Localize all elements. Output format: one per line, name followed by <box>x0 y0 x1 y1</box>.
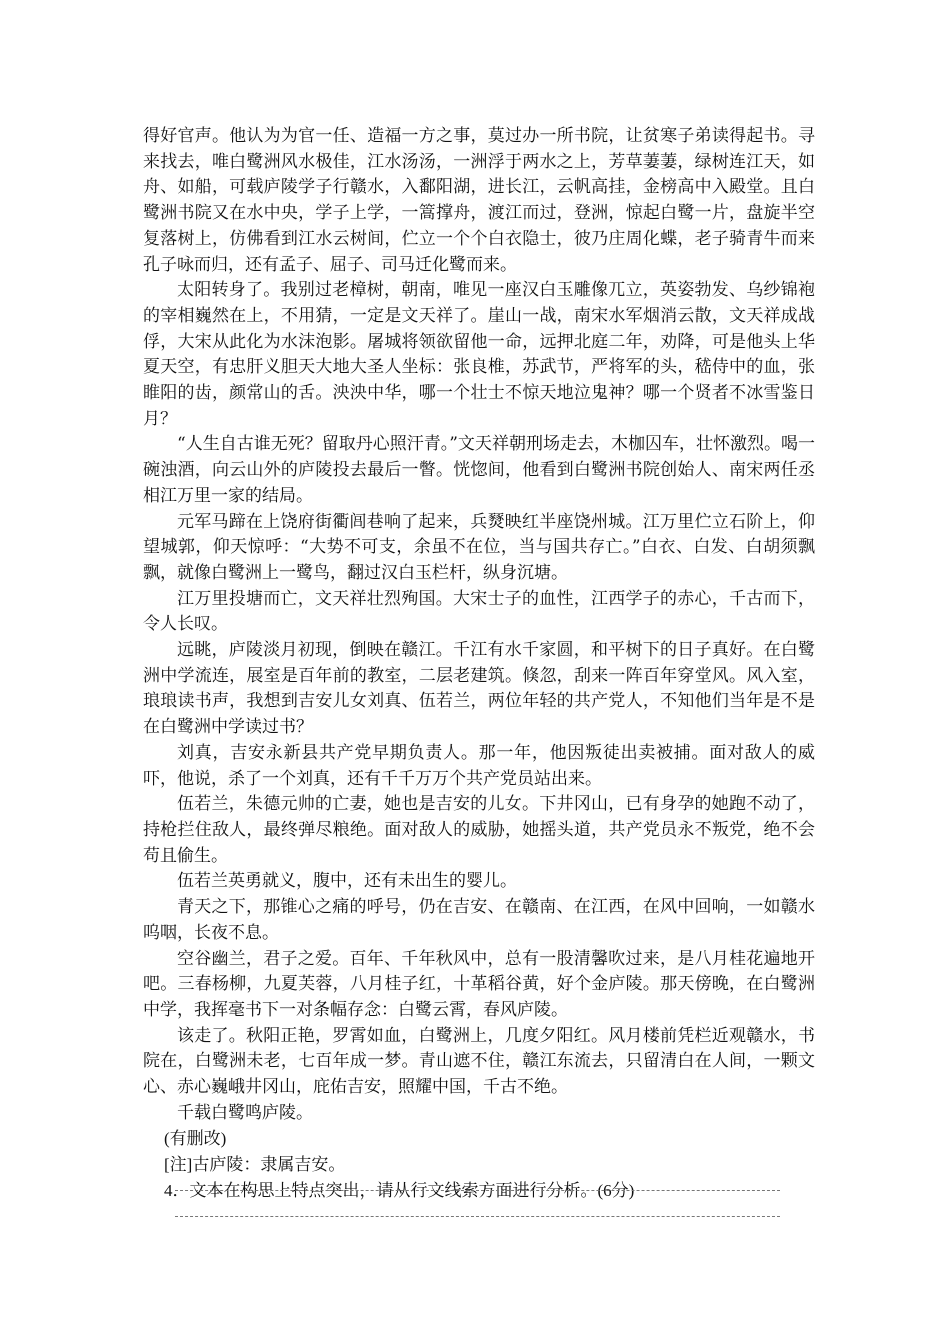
source-note: (有删改) <box>164 1129 227 1149</box>
paragraph-12: 该走了。秋阳正艳，罗霄如血，白鹭洲上，几度夕阳红。风月楼前凭栏近观赣水，书院在，白鹭洲未老，七百年成一梦。青山遮不住，赣江东流去，只留清白在人间，一颗文心、赤心巍峨井冈山，庇佑吉安，照耀中国，千古不绝。 <box>143 1025 815 1098</box>
paragraph-13: 千载白鹭鸣庐陵。 <box>177 1102 313 1123</box>
paragraph-10: 青天之下，那锥心之痛的呼号，仍在吉安、在赣南、在江西，在风中回响，一如赣水呜咽，长夜不息。 <box>143 897 815 943</box>
paragraph-9: 伍若兰英勇就义，腹中，还有未出生的婴儿。 <box>177 871 517 892</box>
footnote-text: 古庐陵：隶属吉安。 <box>192 1155 346 1175</box>
paragraph-1: 得好官声。他认为为官一任、造福一方之事，莫过办一所书院，让贫寒子弟读得起书。寻来找去，唯白鹭洲风水极佳，江水汤汤，一洲浮于两水之上，芳草萋萋，绿树连江天，如舟、如船，可载庐陵学子行赣水，入鄱阳湖，进长江，云帆高挂，金榜高中入殿堂。且白鹭洲书院又在水中央，学子上学，一篙撑舟，渡江而过，登洲，惊起白鹭一片，盘旋半空复落树上，仿佛看到江水云树间，伫立一个个白衣隐士，彼乃庄周化蝶，老子骑青牛而来孔子咏而归，还有孟子、屈子、司马迁化鹭而来。 <box>143 126 815 275</box>
paragraph-11: 空谷幽兰，君子之爱。百年、千年秋风中，总有一股清馨吹过来，是八月桂花遍地开吧。三春杨柳，九夏芙蓉，八月桂子红，十革稻谷黄，好个金庐陵。那天傍晚，在白鹭洲中学，我挥毫书下一对条幅存念：白鹭云霄，春风庐陵。 <box>143 948 815 1020</box>
paragraph-3: “人生自古谁无死？留取丹心照汗青。”文天祥朝刑场走去，木枷囚车，壮怀激烈。喝一碗浊酒，向云山外的庐陵投去最后一瞥。恍惚间，他看到白鹭洲书院创始人、南宋两任丞相江万里一家的结局。 <box>143 434 815 506</box>
paragraph-5: 江万里投塘而亡，文天祥壮烈殉国。大宋士子的血性，江西学子的赤心，千古而下，令人长叹。 <box>143 588 815 635</box>
paragraph-8: 伍若兰，朱德元帅的亡妻，她也是吉安的儿女。下井冈山，已有身孕的她跑不动了，持枪拦住敌人，最终弹尽粮绝。面对敌人的威胁，她摇头道，共产党员永不叛党，绝不会苟且偷生。 <box>143 794 815 866</box>
footnote-mark: [注] <box>164 1155 193 1175</box>
paragraph-4: 元军马蹄在上饶府街衢闾巷响了起来，兵燹映红半座饶州城。江万里伫立石阶上，仰望城郭，仰天惊呼：“大势不可支，余虽不在位，当与国共存亡。”白衣、白发、白胡须飘飘，就像白鹭洲上一鹭鸟，翻过汉白玉栏杆，纵身沉塘。 <box>143 511 815 583</box>
paragraph-2: 太阳转身了。我别过老樟树，朝南，唯见一座汉白玉雕像兀立，英姿勃发、乌纱锦袍的宰相巍然在上，不用猜，一定是文天祥了。崖山一战，南宋水军烟消云散，文天祥成战俘，大宋从此化为水沫泡影。屠城将领欲留他一命，远押北庭二年，劝降，可是他头上华夏天空，有忠肝义胆天大地大圣人坐标：张良椎，苏武节，严将军的头，嵇侍中的血，张睢阳的齿，颜常山的舌。泱泱中华，哪一个壮士不惊天地泣鬼神？哪一个贤者不冰雪鉴日月？ <box>143 280 815 429</box>
answer-line-1[interactable] <box>175 1190 780 1191</box>
question-4: 4．文本在构思上特点突出，请从行文线索方面进行分析。(6分) <box>164 1180 635 1200</box>
paragraph-7: 刘真，吉安永新县共产党早期负责人。那一年，他因叛徒出卖被捕。面对敌人的威吓，他说，杀了一个刘真，还有千千万万个共产党员站出来。 <box>143 742 815 789</box>
paragraph-6: 远眺，庐陵淡月初现，倒映在赣江。千江有水千家圆，和平树下的日子真好。在白鹭洲中学流连，展室是百年前的教室，二层老建筑。倏忽，刮来一阵百年穿堂风。风入室，琅琅读书声，我想到吉安儿女刘真、伍若兰，两位年轻的共产党人，不知他们当年是不是在白鹭洲中学读过书？ <box>143 640 815 738</box>
answer-line-2[interactable] <box>175 1216 780 1217</box>
footnote <box>164 1152 815 1178</box>
document-page <box>143 124 815 1204</box>
